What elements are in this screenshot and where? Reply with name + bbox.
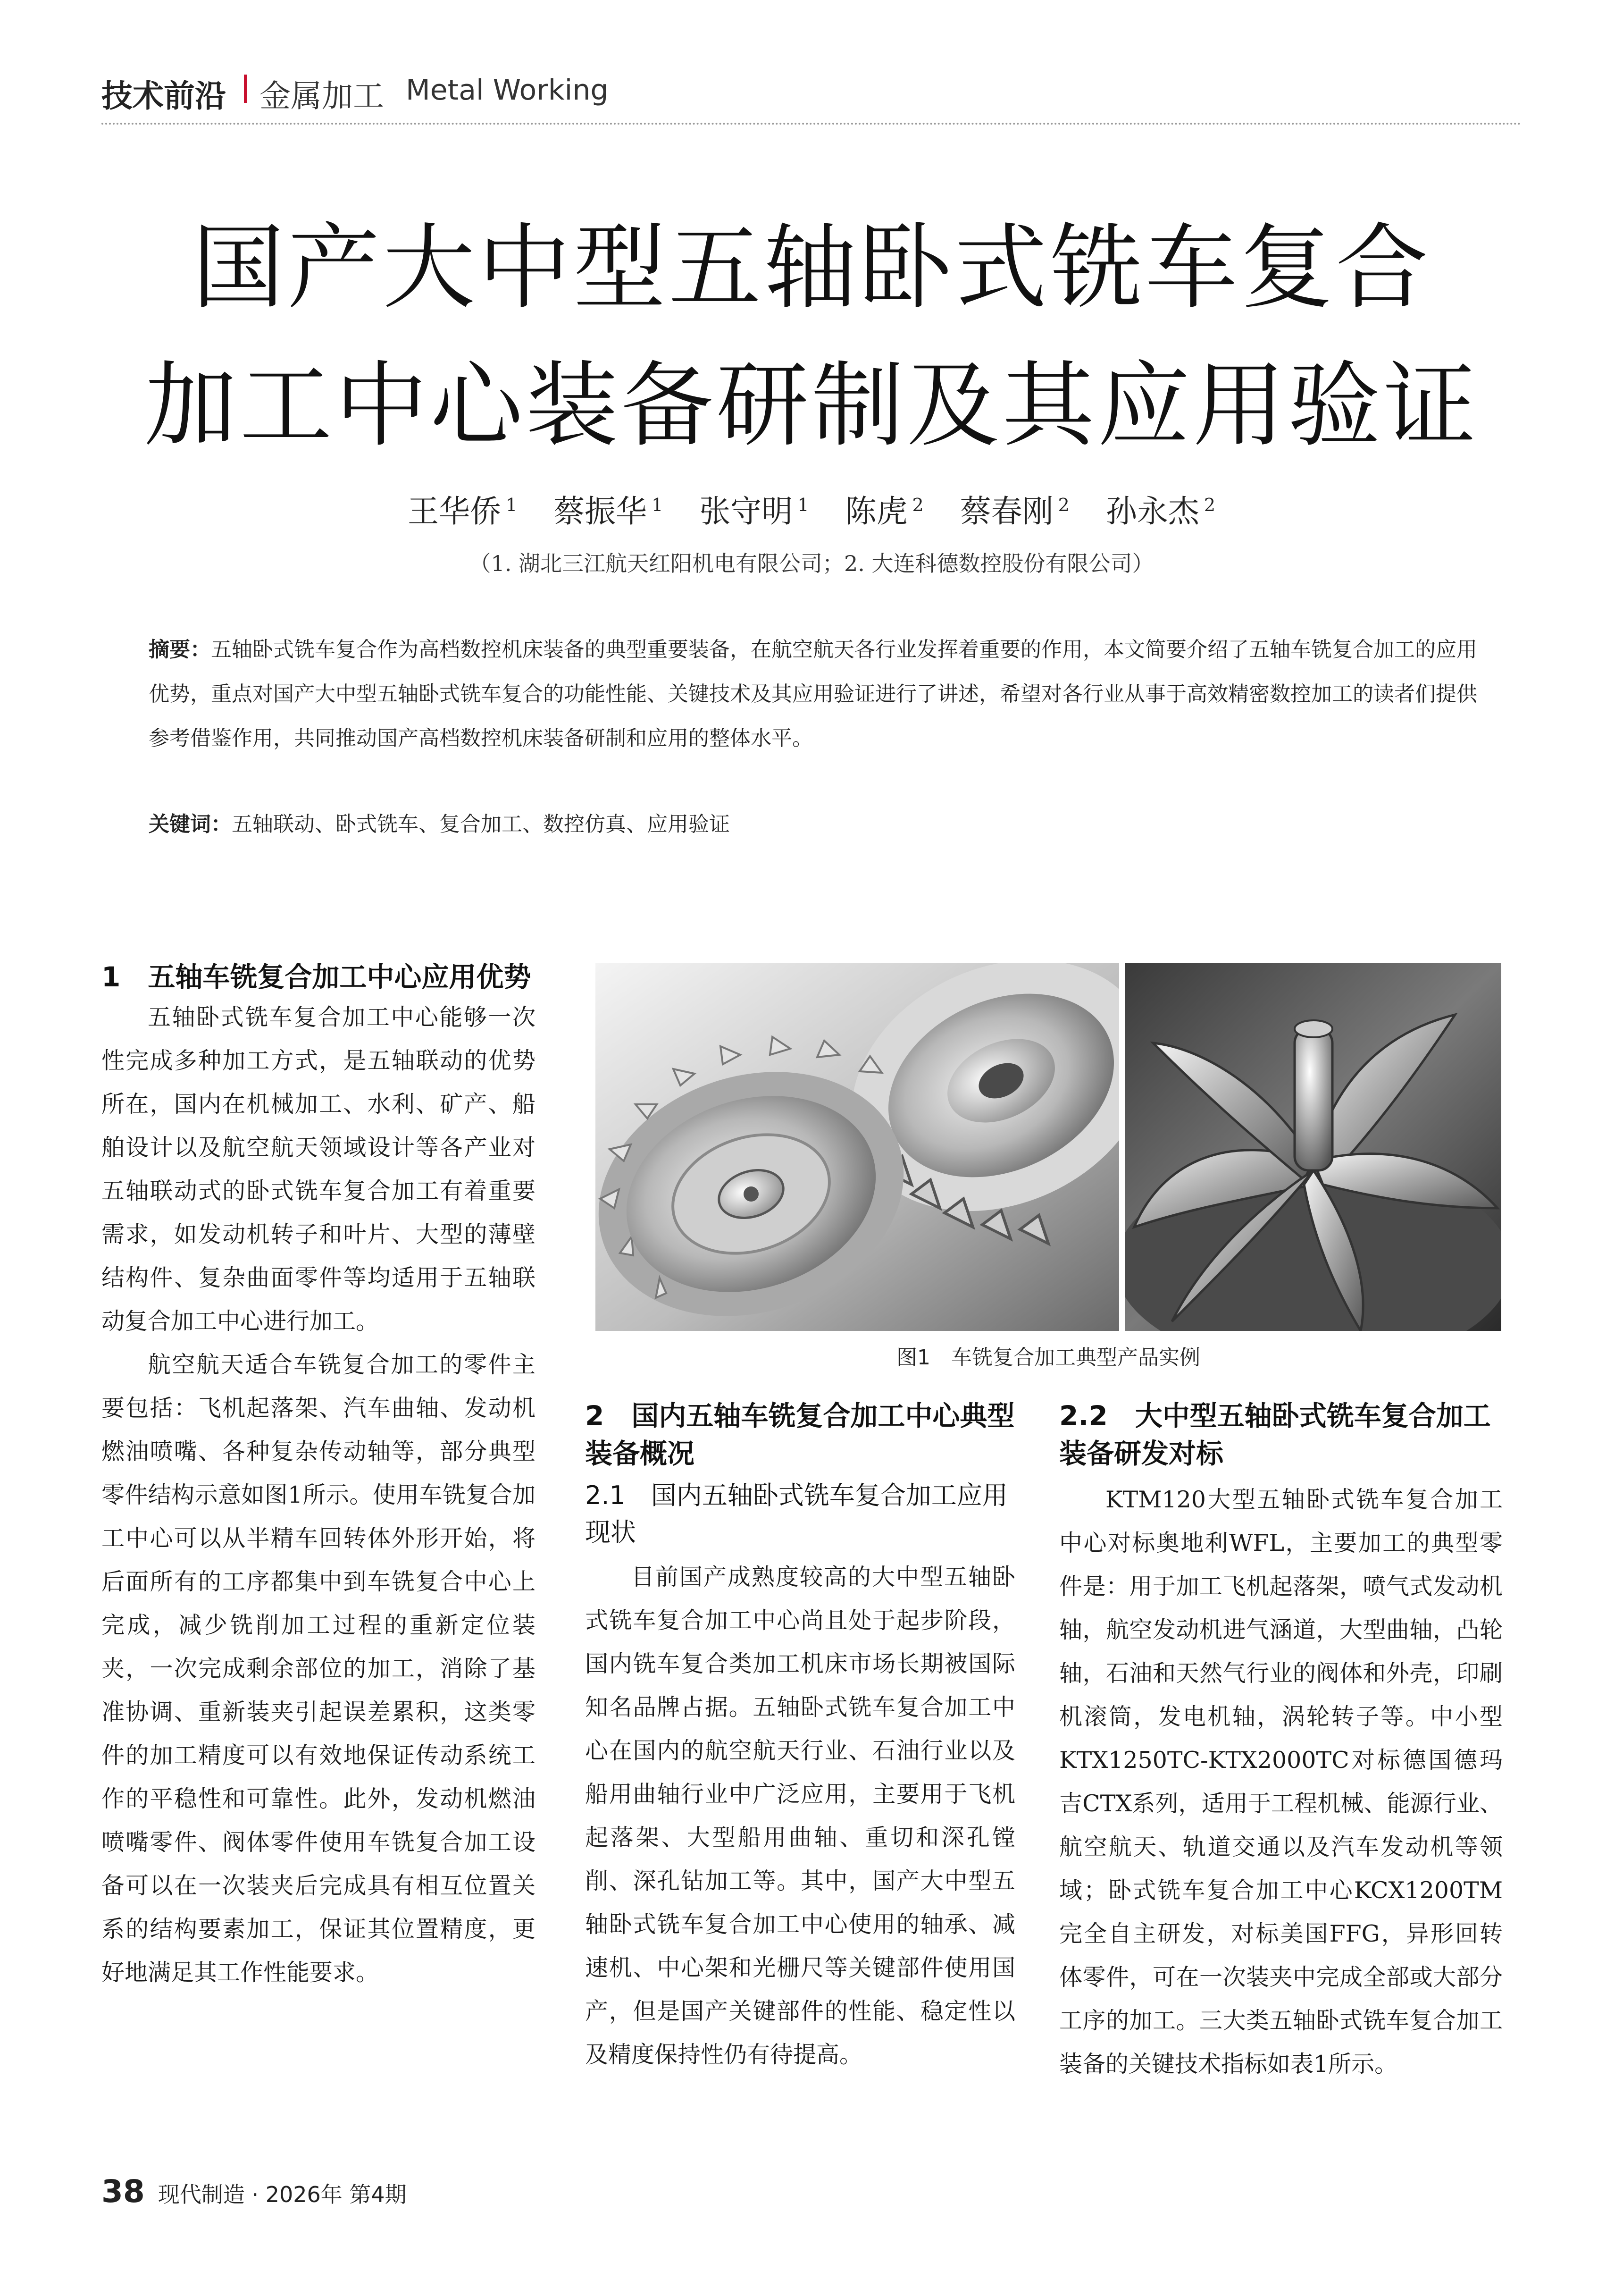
article-title-line-1: 国产大中型五轴卧式铣车复合	[192, 214, 1431, 322]
affiliations: （1. 湖北三江航天红阳机电有限公司；2. 大连科德数控股份有限公司）	[469, 551, 1154, 576]
section-1-heading: 1 五轴车铣复合加工中心应用优势	[101, 961, 531, 993]
author: 孙永杰 $^2$	[1105, 493, 1216, 530]
article-title-line-2: 加工中心装备研制及其应用验证	[144, 352, 1479, 460]
figure-1	[595, 963, 1501, 1340]
author: 蔡振华 $^1$	[553, 493, 663, 530]
section-2-heading: 2 国内五轴车铣复合加工中心典型装备概况	[585, 1400, 1015, 1470]
running-header	[101, 71, 1522, 125]
abstract-text: 五轴卧式铣车复合作为高档数控机床装备的典型重要装备，在航空航天各行业发挥着重要的作用，本文简要介绍了五轴车铣复合加工的应用优势，重点对国产大中型五轴卧式铣车复合的功能性能、关键技术及其应用验证进行了讲述，希望对各行业从事于高效精密数控加工的读者们提供参考借鉴作用，共同推动国产高档数控机床装备研制和应用的整体水平。	[149, 638, 1477, 750]
author: 张守明 $^1$	[699, 493, 809, 530]
header-category-en: Metal Working	[406, 74, 609, 107]
header-category: 金属加工	[259, 78, 384, 114]
paragraph: 五轴卧式铣车复合加工中心能够一次性完成多种加工方式，是五轴联动的优势所在，国内在机械加工、水利、矿产、船舶设计以及航空航天领域设计等各产业对五轴联动式的卧式铣车复合加工有着重要需求，如发动机转子和叶片、大型的薄壁结构件、复杂曲面零件等均适用于五轴联动复合加工中心进行加工。	[101, 1004, 535, 1335]
paragraph: 目前国产成熟度较高的大中型五轴卧式铣车复合加工中心尚且处于起步阶段，国内铣车复合类加工机床市场长期被国际知名品牌占据。五轴卧式铣车复合加工中心在国内的航空航天行业、石油行业以及船用曲轴行业中广泛应用，主要用于飞机起落架、大型船用曲轴、重切和深孔镗削、深孔钻加工等。其中，国产大中型五轴卧式铣车复合加工中心使用的轴承、减速机、中心架和光栅尺等关键部件使用国产，但是国产关键部件的性能、稳定性以及精度保持性仍有待提高。	[585, 1564, 1015, 2068]
figure-caption: 图1 车铣复合加工典型产品实例	[896, 1346, 1200, 1370]
paragraph: 航空航天适合车铣复合加工的零件主要包括：飞机起落架、汽车曲轴、发动机燃油喷嘴、各种复杂传动轴等，部分典型零件结构示意如图1所示。使用车铣复合加工中心可以从半精车回转体外形开始，将后面所有的工序都集中到车铣复合中心上完成，减少铣削加工过程的重新定位装夹，一次完成剩余部位的加工，消除了基准协调、重新装夹引起误差累积，这类零件的加工精度可以有效地保证传动系统工作的平稳性和可靠性。此外，发动机燃油喷嘴零件、阀体零件使用车铣复合加工设备可以在一次装夹后完成具有相互位置关系的结构要素加工，保证其位置精度，更好地满足其工作性能要求。	[101, 1351, 535, 1986]
paragraph: KTM120大型五轴卧式铣车复合加工中心对标奥地利WFL，主要加工的典型零件是：用于加工飞机起落架，喷气式发动机轴，航空发动机进气涵道，大型曲轴，凸轮轴，石油和天然气行业的阀体和外壳，印刷机滚筒，发电机轴，涡轮转子等。中小型KTX1250TC-KTX2000TC对标德国德玛吉CTX系列，适用于工程机械、能源行业、航空航天、轨道交通以及汽车发动机等领域；卧式铣车复合加工中心KCX1200TM完全自主研发，对标美国FFG，异形回转体零件，可在一次装夹中完成全部或大部分工序的加工。三大类五轴卧式铣车复合加工装备的关键技术指标如表1所示。	[1059, 1486, 1503, 2077]
keywords-label: 关键词：	[149, 812, 232, 836]
page-number: 38	[101, 2173, 145, 2210]
author: 蔡春刚 $^2$	[960, 493, 1070, 530]
header-divider	[244, 75, 247, 103]
keywords	[149, 802, 1484, 847]
journal-issue: 现代制造 · 2026年 第4期	[158, 2182, 407, 2207]
page-footer	[101, 2173, 407, 2210]
abstract	[149, 628, 1484, 761]
figure-photo-gears	[595, 963, 1119, 1331]
figure-photo-impeller	[1125, 963, 1501, 1331]
column-1	[101, 958, 535, 1994]
header-section: 技术前沿	[101, 78, 226, 114]
column-3	[1059, 1397, 1503, 2086]
abstract-label: 摘要：	[149, 638, 211, 662]
column-2	[585, 1397, 1015, 2077]
subsection-2-1-heading: 2.1 国内五轴卧式铣车复合加工应用现状	[585, 1480, 1008, 1547]
subsection-2-2-heading: 2.2 大中型五轴卧式铣车复合加工装备研发对标	[1059, 1400, 1491, 1470]
keywords-text: 五轴联动、卧式铣车、复合加工、数控仿真、应用验证	[232, 812, 730, 836]
author-list	[0, 486, 1623, 531]
author: 陈虎 $^2$	[845, 493, 924, 530]
author: 王华侨 $^1$	[407, 493, 518, 530]
